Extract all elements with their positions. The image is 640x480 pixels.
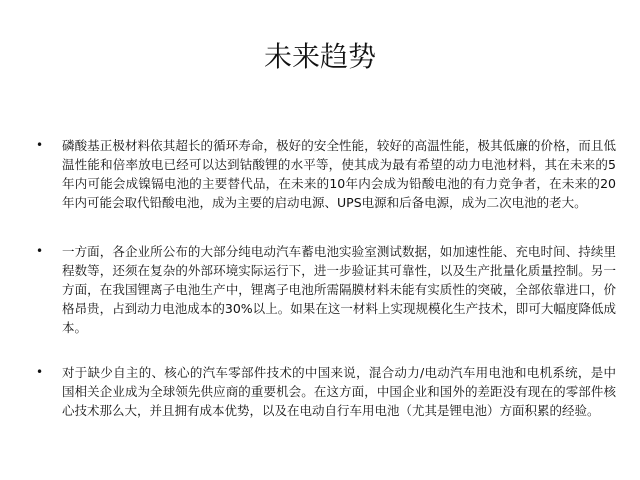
bullet-list	[36, 136, 616, 450]
bullet-item-hybrid-opportunity	[36, 363, 616, 420]
bullet-marker: •	[36, 365, 44, 379]
bullet-marker: •	[36, 244, 44, 258]
bullet-text: 对于缺少自主的、核心的汽车零部件技术的中国来说，混合动力/电动汽车用电池和电机系统，是中国相关企业成为全球领先供应商的重要机会。在这方面，中国企业和国外的差距没有现在的零部件核心技术那么大，并且拥有成本优势，以及在电动自行车用电池（尤其是锂电池）方面积累的经验。	[62, 365, 616, 418]
bullet-marker: •	[36, 138, 44, 152]
bullet-text: 磷酸基正极材料依其超长的循环寿命，极好的安全性能，较好的高温性能，极其低廉的价格，而且低温性能和倍率放电已经可以达到钴酸锂的水平等，使其成为最有希望的动力电池材料，其在未来的5年内可能会成镍镉电池的主要替代品，在未来的10年内会成为铅酸电池的有力竞争者，在未来的20年内可能会取代铅酸电池，成为主要的启动电源、UPS电源和后备电源，成为二次电池的老大。	[62, 138, 616, 210]
bullet-item-testing-separator	[36, 242, 616, 337]
slide-title: 未来趋势	[263, 40, 376, 73]
bullet-text: 一方面，各企业所公布的大部分纯电动汽车蓄电池实验室测试数据，如加速性能、充电时间、持续里程数等，还须在复杂的外部环境实际运行下，进一步验证其可靠性，以及生产批量化质量控制。另一方面，在我国锂离子电池生产中，锂离子电池所需隔膜材料未能有实质性的突破，全部依靠进口，价格昂贵，占到动力电池成本的30%以上。如果在这一材料上实现规模化生产技术，即可大幅度降低成本。	[62, 244, 616, 335]
bullet-item-lifepo4	[36, 136, 616, 212]
